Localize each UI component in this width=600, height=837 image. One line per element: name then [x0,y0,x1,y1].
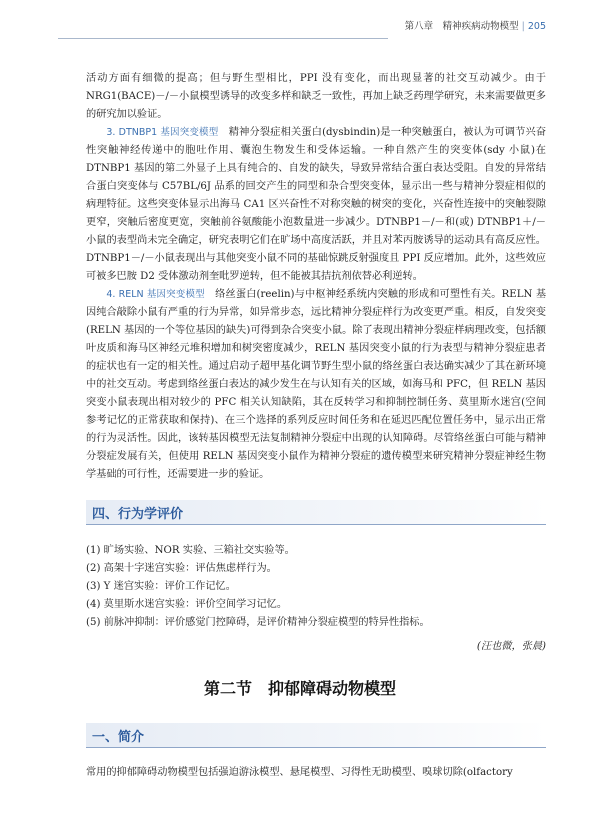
list-item: (4) 莫里斯水迷宫实验：评价空间学习记忆。 [86,599,288,610]
subheading-reln: 4. RELN 基因突变模型 [106,289,205,300]
paragraph-nrg1: 活动方面有细微的提高；但与野生型相比，PPI 没有变化，而出现显著的社交互动减少。由于 NRG1(BACE)－/－小鼠模型诱导的改变多样和缺乏一致性，再加上缺乏药理学研究，未来需要做更多的研究加以验证。 [86,73,546,120]
running-header [405,18,546,32]
paragraph-reln [86,286,546,484]
author-credit: (汪也微，张晨) [476,641,546,652]
page-number: 205 [527,21,546,32]
subheading-dtnbp1: 3. DTNBP1 基因突变模型 [106,127,219,138]
section-header-intro [86,723,546,748]
list-item: (2) 高架十字迷宫实验：评估焦虑样行为。 [86,563,277,574]
dtnbp1-body: 精神分裂症相关蛋白(dysbindin)是一种突触蛋白，被认为可调节兴奋性突触神经传递中的胞吐作用、囊泡生物发生和受体运输。一种自然产生的突变体(sdy 小鼠)在 DTNBP1 基因的第二外显子上具有纯合的、自发的缺失，导致异常结合蛋白表达受阻。自发的异常结合蛋白突变体与 C57BL/6J 品系的回交产生的同型和杂合型突变体，显示出一些与精神分裂症相似的病理特征。这些突变体显示出海马 CA1 区兴奋性不对称突触的树突的变化，兴奋性连接中的突触裂隙更窄，突触后密度更宽，突触前谷氨酸能小泡数量进一步减少。DTNBP1－/－和(或) DTNBP1＋/－小鼠的表型尚未完全确定，研究表明它们在旷场中高度活跃，并且对苯丙胺诱导的运动具有高反应性。DTNBP1－/－小鼠表现出与其他突变小鼠不同的基础惊跳反射强度且 PPI 反应增加。此外，这些效应可被多巴胺 D2 受体激动剂奎吡罗逆转，但不能被其拮抗剂依替必利逆转。 [86,127,547,282]
list-item: (1) 旷场实验、NOR 实验、三箱社交实验等。 [86,545,295,556]
chapter-label: 第八章 精神疾病动物模型 [404,21,519,32]
main-body [86,70,546,484]
list-item: (5) 前脉冲抑制：评价感觉门控障碍，是评价精神分裂症模型的特异性指标。 [86,617,430,628]
header-rule [58,38,388,39]
header-separator: | [521,21,525,32]
intro-paragraph: 常用的抑郁障碍动物模型包括强迫游泳模型、悬尾模型、习得性无助模型、嗅球切除(olfactory [86,767,513,778]
section-title-intro: 一、简介 [92,730,145,745]
reln-body: 络丝蛋白(reelin)与中枢神经系统内突触的形成和可塑性有关。RELN 基因纯合敲除小鼠有严重的行为异常，如异常步态，远比精神分裂症样行为改变更严重。相反，自发突变(RELN 基因的一个等位基因的缺失)可得到杂合突变小鼠。除了表现出精神分裂症样病理改变，包括额叶皮质和海马区神经元堆积增加和树突密度减少，RELN 基因突变小鼠的行为表型与精神分裂症患者的症状也有一定的相关性。通过启动子超甲基化调节野生型小鼠的络丝蛋白表达确实减少了其在新环境中的社交互动。考虑到络丝蛋白表达的减少发生在与认知有关的区域，如海马和 PFC，但 RELN 基因突变小鼠表现出相对较少的 PFC 相关认知缺陷，其在反转学习和抑制控制任务、莫里斯水迷宫(空间参考记忆的正常获取和保持)、在三个选择的系列反应时间任务和在延迟匹配位置任务中，显示出正常的行为灵活性。因此，该转基因模型无法复制精神分裂症中出现的认知障碍。尽管络丝蛋白可能与精神分裂症发展有关，但使用 RELN 基因突变小鼠作为精神分裂症的遗传模型来研究精神分裂症神经生物学基础的可行性，还需要进一步的验证。 [86,289,547,480]
chapter-section-title: 第二节 抑郁障碍动物模型 [203,679,396,698]
page-header [0,0,600,44]
section-header-behavior [86,500,546,525]
paragraph-dtnbp1 [86,124,546,286]
list-item: (3) Y 迷宫实验：评价工作记忆。 [86,581,236,592]
section-title-behavior: 四、行为学评价 [92,507,184,522]
behavior-test-list [86,542,546,632]
